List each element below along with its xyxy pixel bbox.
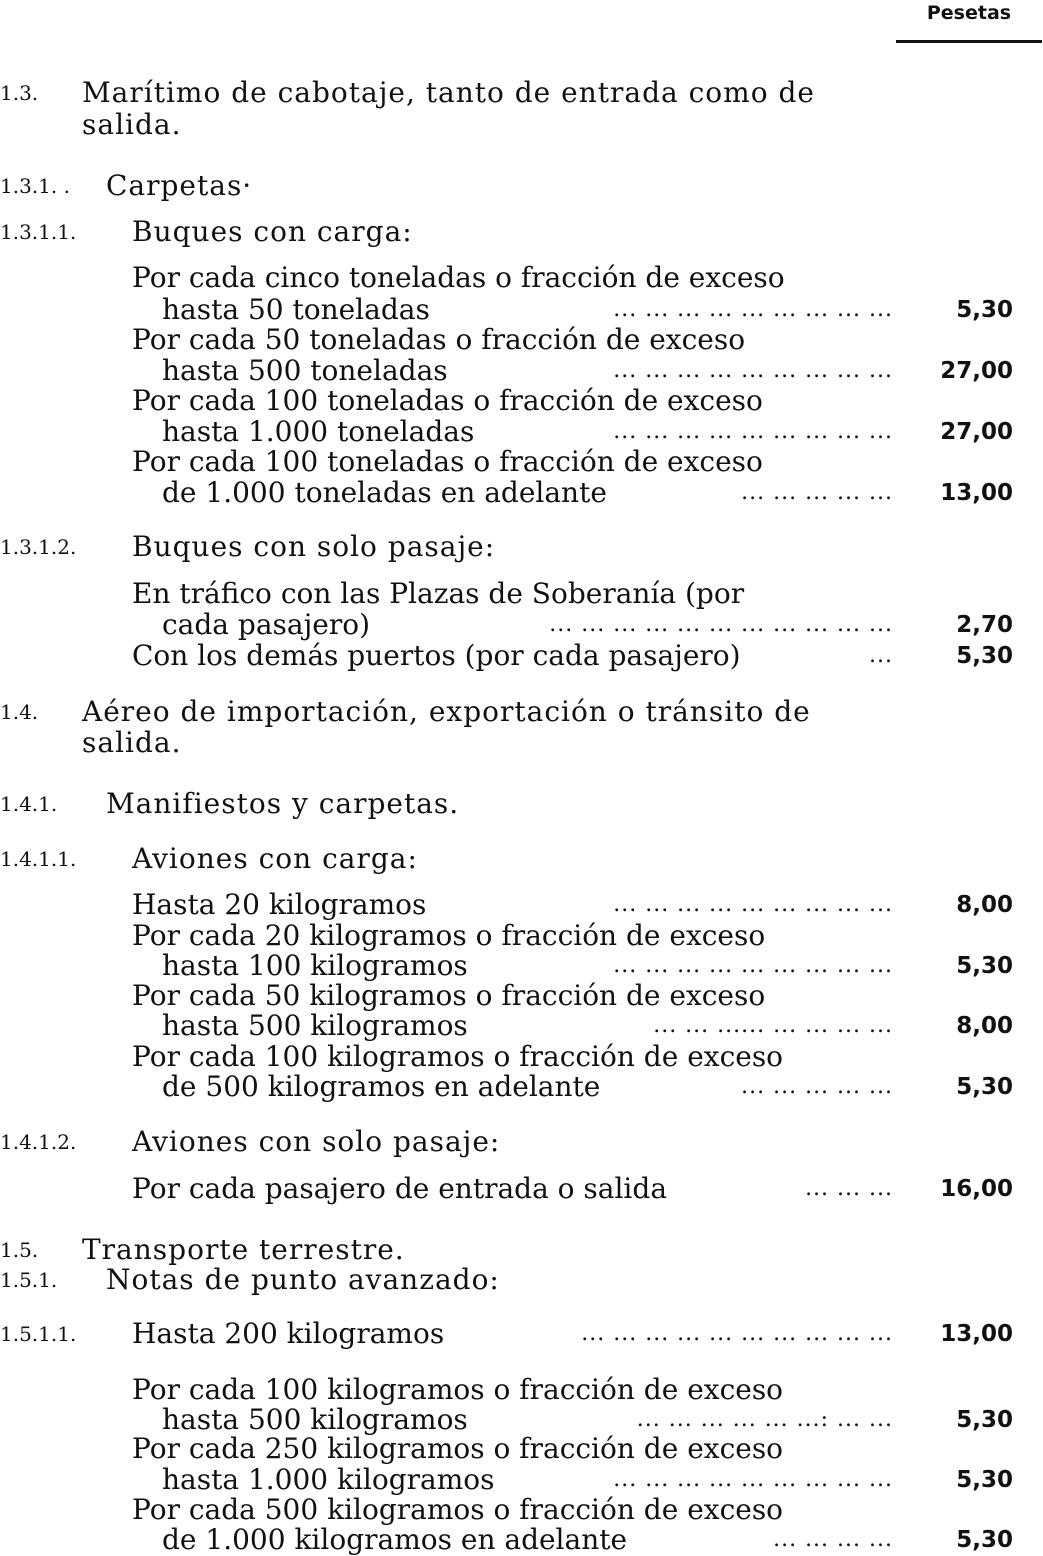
tariff-row-13-line-1 [0, 1433, 1043, 1465]
section-1-3-1-1 [0, 216, 1043, 248]
row-amount: 5,30 [956, 1527, 1013, 1553]
row-description-continued: hasta 1.000 kilogramos [162, 1463, 495, 1496]
dot-leader: ... ... ... ... ... ... ... ... ... [613, 1467, 893, 1492]
section-1-4-1-1 [0, 843, 1043, 875]
tariff-row-3-line-2 [0, 416, 1043, 448]
section-number: 1.3.1.2. [0, 535, 77, 559]
row-description-continued: hasta 500 toneladas [162, 354, 448, 387]
dot-leader: ... ... ... ... ... ... ... ... ... [613, 892, 893, 917]
section-1-4-1-2 [0, 1126, 1043, 1158]
dot-leader: ... ... ... ... ... ... ... ... ... [613, 953, 893, 978]
tariff-row-4-line-2 [0, 477, 1043, 509]
tariff-row-3-line-1 [0, 385, 1043, 417]
row-description: Por cada pasajero de entrada o salida [132, 1172, 668, 1205]
section-1-3-1-2 [0, 531, 1043, 563]
section-number: 1.4.1. [0, 792, 58, 816]
row-amount: 13,00 [940, 1321, 1013, 1347]
section-title: Aviones con solo pasaje: [132, 1125, 501, 1158]
tariff-row-6 [0, 640, 1043, 672]
row-description: Por cada 250 kilogramos o fracción de exceso [132, 1432, 784, 1465]
row-description-continued: hasta 500 kilogramos [162, 1403, 468, 1436]
row-amount: 5,30 [956, 1407, 1013, 1433]
section-number: 1.5.1. [0, 1268, 58, 1292]
row-amount: 27,00 [940, 358, 1013, 384]
section-title: Buques con carga: [132, 215, 413, 248]
column-header-pesetas: Pesetas [926, 2, 1012, 24]
header-rule [896, 40, 1042, 43]
section-1-5-1 [0, 1264, 1043, 1296]
dot-leader: ... ... ... ... ... ...: ... ... [636, 1407, 893, 1432]
row-amount: 27,00 [940, 419, 1013, 445]
section-number: 1.5.1.1. [0, 1322, 77, 1346]
section-1-3-1 [0, 170, 1043, 202]
row-description: Hasta 20 kilogramos [132, 888, 427, 921]
row-description: Por cada 50 toneladas o fracción de exceso [132, 323, 746, 356]
tariff-row-14-line-2 [0, 1524, 1043, 1556]
section-title: Aéreo de importación, exportación o tránsito de [82, 695, 811, 728]
section-title: Buques con solo pasaje: [132, 530, 496, 563]
section-1-4-line-1 [0, 696, 1043, 728]
row-description: Por cada 50 kilogramos o fracción de exceso [132, 979, 766, 1012]
row-description-continued: cada pasajero) [162, 608, 370, 641]
section-1-3-line-1 [0, 77, 1043, 109]
row-amount: 16,00 [940, 1176, 1013, 1202]
tariff-row-5-line-2 [0, 609, 1043, 641]
tariff-row-13-line-2 [0, 1464, 1043, 1496]
section-1-4-line-2 [0, 727, 1043, 759]
section-title: Marítimo de cabotaje, tanto de entrada como de [82, 76, 815, 109]
row-description: Por cada 100 toneladas o fracción de exceso [132, 384, 763, 417]
section-number: 1.5. [0, 1238, 39, 1262]
section-number: 1.3.1. . [0, 174, 70, 198]
row-description: En tráfico con las Plazas de Soberanía (por [132, 577, 745, 610]
row-amount: 5,30 [956, 1467, 1013, 1493]
dot-leader: ... ... ... ... ... ... ... ... ... [613, 419, 893, 444]
row-description: Por cada 100 kilogramos o fracción de exceso [132, 1373, 784, 1406]
tariff-row-9-line-2 [0, 1010, 1043, 1042]
section-1-4-1 [0, 788, 1043, 820]
row-description: Por cada 500 kilogramos o fracción de exceso [132, 1493, 784, 1526]
dot-leader: ... ... ... ... ... [741, 1074, 893, 1099]
dot-leader: ... ... ... ... [773, 1527, 893, 1552]
dot-leader: ... ... ...... ... ... ... ... [653, 1013, 893, 1038]
dot-leader: ... ... ... ... ... ... ... ... ... ... [581, 1321, 893, 1346]
section-title-continued: salida. [82, 108, 182, 141]
tariff-row-9-line-1 [0, 980, 1043, 1012]
tariff-row-10-line-2 [0, 1071, 1043, 1103]
section-number: 1.4.1.2. [0, 1130, 77, 1154]
section-title: Notas de punto avanzado: [106, 1263, 500, 1296]
row-amount: 5,30 [956, 643, 1013, 669]
row-description-continued: hasta 100 kilogramos [162, 949, 468, 982]
tariff-row-4-line-1 [0, 446, 1043, 478]
row-amount: 8,00 [956, 1013, 1013, 1039]
section-number: 1.3.1.1. [0, 220, 77, 244]
section-title-continued: salida. [82, 726, 182, 759]
tariff-row-2-line-2 [0, 355, 1043, 387]
section-1-5-1-1 [0, 1318, 1043, 1350]
section-title: Carpetas· [106, 169, 253, 202]
row-description: Por cada cinco toneladas o fracción de exceso [132, 261, 785, 294]
section-number: 1.4.1.1. [0, 847, 77, 871]
tariff-row-11 [0, 1173, 1043, 1205]
row-amount: 13,00 [940, 480, 1013, 506]
dot-leader: ... ... ... [805, 1176, 893, 1201]
row-description: Por cada 100 toneladas o fracción de exceso [132, 445, 763, 478]
dot-leader: ... [869, 643, 893, 668]
tariff-row-7 [0, 889, 1043, 921]
row-amount: 5,30 [956, 953, 1013, 979]
tariff-row-1-line-2 [0, 294, 1043, 326]
dot-leader: ... ... ... ... ... ... ... ... ... [613, 297, 893, 322]
row-amount: 8,00 [956, 892, 1013, 918]
row-description-continued: hasta 1.000 toneladas [162, 415, 475, 448]
row-description: Con los demás puertos (por cada pasajero) [132, 639, 741, 672]
tariff-row-14-line-1 [0, 1494, 1043, 1526]
dot-leader: ... ... ... ... ... [741, 480, 893, 505]
row-amount: 5,30 [956, 297, 1013, 323]
row-description: Hasta 200 kilogramos [132, 1317, 445, 1350]
tariff-row-8-line-2 [0, 950, 1043, 982]
row-description: Por cada 20 kilogramos o fracción de exceso [132, 919, 766, 952]
row-description-continued: de 1.000 kilogramos en adelante [162, 1523, 628, 1556]
row-description: Por cada 100 kilogramos o fracción de exceso [132, 1040, 784, 1073]
row-description-continued: de 1.000 toneladas en adelante [162, 476, 607, 509]
row-amount: 5,30 [956, 1074, 1013, 1100]
section-title: Aviones con carga: [132, 842, 418, 875]
section-number: 1.4. [0, 700, 39, 724]
row-amount: 2,70 [956, 612, 1013, 638]
section-title: Transporte terrestre. [82, 1233, 405, 1266]
tariff-row-1-line-1 [0, 262, 1043, 294]
row-description-continued: hasta 500 kilogramos [162, 1009, 468, 1042]
row-description-continued: de 500 kilogramos en adelante [162, 1070, 601, 1103]
tariff-row-5-line-1 [0, 578, 1043, 610]
tariff-row-12-line-1 [0, 1374, 1043, 1406]
section-1-3-line-2 [0, 109, 1043, 141]
tariff-row-2-line-1 [0, 324, 1043, 356]
section-1-5 [0, 1234, 1043, 1266]
tariff-row-8-line-1 [0, 920, 1043, 952]
row-description-continued: hasta 50 toneladas [162, 293, 430, 326]
tariff-row-10-line-1 [0, 1041, 1043, 1073]
section-number: 1.3. [0, 81, 39, 105]
section-title: Manifiestos y carpetas. [106, 787, 460, 820]
dot-leader: ... ... ... ... ... ... ... ... ... ... ... [549, 612, 893, 637]
dot-leader: ... ... ... ... ... ... ... ... ... [613, 358, 893, 383]
